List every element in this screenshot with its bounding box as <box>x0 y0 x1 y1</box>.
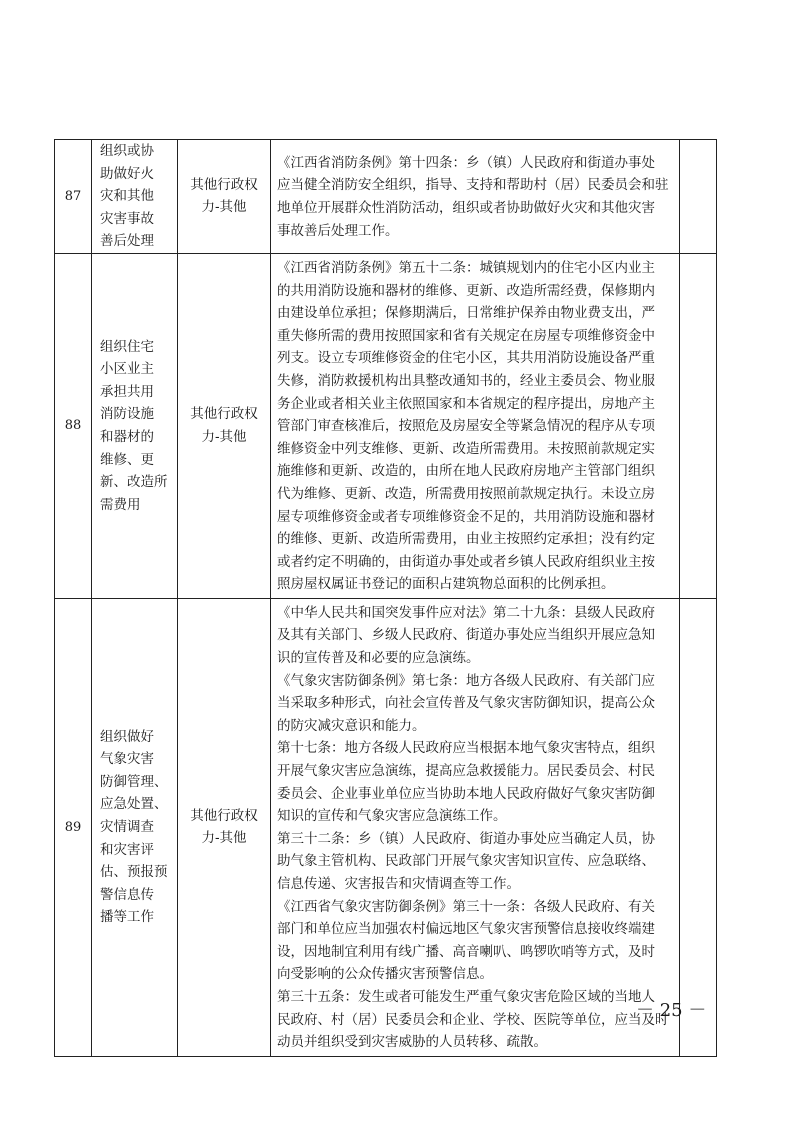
item-name-line: 组织或协 <box>100 143 154 159</box>
legal-basis-line: 由建设单位承担；保修期满后，日常维护保养由物业费支出，严 <box>277 305 655 322</box>
item-name-line: 善后处理 <box>100 233 154 250</box>
power-type-line: 其他行政权 <box>190 176 258 193</box>
item-name-line: 灾害事故 <box>100 210 154 227</box>
item-name-line: 承担共用 <box>100 383 154 400</box>
legal-basis-line: 设，因地制宜利用有线广播、高音喇叭、鸣锣吹哨等方式，及时 <box>277 943 655 960</box>
legal-basis-line: 列支。设立专项维修资金的住宅小区，其共用消防设施设备严重 <box>277 350 655 367</box>
item-name-line: 和器材的 <box>100 428 154 445</box>
item-name-line: 需费用 <box>100 496 141 513</box>
legal-basis-line: 第三十二条：乡（镇）人民政府、街道办事处应当确定人员，协 <box>277 830 655 847</box>
item-name <box>92 253 178 598</box>
legal-basis-line: 《气象灾害防御条例》第七条：地方各级人民政府、有关部门应 <box>277 672 655 689</box>
legal-basis-line: 事故善后处理工作。 <box>277 222 399 239</box>
power-type-line: 力-其他 <box>201 199 247 216</box>
legal-basis-line: 或者约定不明确的，由街道办事处或者乡镇人民政府组织业主按 <box>277 553 655 570</box>
item-number: 88 <box>55 253 92 598</box>
legal-basis-line: 的共用消防设施和器材的维修、更新、改造所需经费，保修期内 <box>277 282 655 299</box>
item-name-line: 气象灾害 <box>100 751 154 768</box>
item-name-line: 警信息传 <box>100 886 154 903</box>
item-name <box>92 598 178 1056</box>
power-type-line: 力-其他 <box>201 428 247 445</box>
legal-basis-line: 向受影响的公众传播灾害预警信息。 <box>277 966 493 983</box>
legal-basis-line: 务企业或者相关业主依照国家和本省规定的程序提出，房地产主 <box>277 395 655 412</box>
item-name <box>92 140 178 254</box>
power-type <box>178 140 271 254</box>
item-name-line: 消防设施 <box>100 406 154 423</box>
legal-basis-line: 的维修、更新、改造所需费用，由业主按照约定承担；没有约定 <box>277 531 655 548</box>
legal-basis-line: 应当健全消防安全组织，指导、支持和帮助村（居）民委员会和驻 <box>277 177 669 194</box>
item-name-line: 和灾害评 <box>100 841 154 858</box>
power-type <box>178 253 271 598</box>
remark-cell <box>680 140 717 254</box>
legal-basis-line: 重失修所需的费用按照国家和省有关规定在房屋专项维修资金中 <box>277 327 655 344</box>
legal-basis-line: 识的宣传普及和必要的应急演练。 <box>277 650 480 667</box>
item-name-line: 应急处置、 <box>100 796 168 813</box>
item-name-line: 维修、更 <box>100 451 154 468</box>
legal-basis-line: 管部门审查核准后，按照危及房屋安全等紧急情况的程序从专项 <box>277 418 655 435</box>
item-number: 89 <box>55 598 92 1056</box>
remark-cell <box>680 253 717 598</box>
legal-basis-line: 《江西省消防条例》第五十二条：城镇规划内的住宅小区内业主 <box>277 259 655 276</box>
legal-basis-line: 《江西省气象灾害防御条例》第三十一条：各级人民政府、有关 <box>277 898 655 915</box>
legal-basis-line: 知识的宣传和气象灾害应急演练工作。 <box>277 808 507 825</box>
legal-basis-line: 第十七条：地方各级人民政府应当根据本地气象灾害特点，组织 <box>277 740 655 757</box>
page-number: － 25 － <box>636 1000 707 1021</box>
legal-basis-line: 屋专项维修资金或者专项维修资金不足的，共用消防设施和器材 <box>277 508 655 525</box>
power-type-line: 力-其他 <box>201 830 247 847</box>
legal-basis-line: 开展气象灾害应急演练，提高应急救援能力。居民委员会、村民 <box>277 763 655 780</box>
legal-basis-line: 动员并组织受到灾害威胁的人员转移、疏散。 <box>277 1034 547 1051</box>
legal-basis-line: 第三十五条：发生或者可能发生严重气象灾害危险区域的当地人 <box>277 988 655 1005</box>
table-row <box>55 598 717 1056</box>
item-name-line: 新、改造所 <box>100 474 168 491</box>
item-name-line: 组织做好 <box>100 728 154 745</box>
legal-basis-line: 地单位开展群众性消防活动，组织或者协助做好火灾和其他灾害 <box>277 199 655 216</box>
power-type <box>178 598 271 1056</box>
item-name-line: 组织住宅 <box>100 338 154 355</box>
table-row <box>55 140 717 254</box>
legal-basis-line: 助气象主管机构、民政部门开展气象灾害知识宣传、应急联络、 <box>277 853 655 870</box>
item-name-line: 灾和其他 <box>100 188 154 205</box>
legal-basis-line: 信息传递、灾害报告和灾情调查等工作。 <box>277 876 520 892</box>
item-name-line: 播等工作 <box>100 909 154 926</box>
legal-basis-line: 部门和单位应当加强农村偏远地区气象灾害预警信息接收终端建 <box>277 921 655 938</box>
table-row <box>55 253 717 598</box>
legal-basis-line: 失修，消防救援机构出具整改通知书的，经业主委员会、物业服 <box>277 372 655 389</box>
legal-basis-line: 代为维修、更新、改造，所需费用按照前款规定执行。未设立房 <box>277 485 655 502</box>
remark-cell <box>680 598 717 1056</box>
legal-basis-line: 的防灾减灾意识和能力。 <box>277 717 426 734</box>
item-name-line: 估、预报预 <box>100 864 168 881</box>
legal-basis <box>271 253 680 598</box>
legal-basis-line: 当采取多种形式，向社会宣传普及气象灾害防御知识，提高公众 <box>277 695 655 712</box>
power-type-line: 其他行政权 <box>190 807 258 824</box>
item-name-line: 助做好火 <box>100 165 154 182</box>
legal-basis-line: 及其有关部门、乡级人民政府、街道办事处应当组织开展应急知 <box>277 627 655 644</box>
legal-basis-line: 施维修和更新、改造的，由所在地人民政府房地产主管部门组织 <box>277 463 655 480</box>
legal-basis-line: 《江西省消防条例》第十四条：乡（镇）人民政府和街道办事处 <box>277 154 655 171</box>
item-name-line: 灾情调查 <box>100 819 154 836</box>
legal-basis-line: 民政府、村（居）民委员会和企业、学校、医院等单位，应当及时 <box>277 1011 669 1028</box>
legal-basis-line: 委员会、企业事业单位应当协助本地人民政府做好气象灾害防御 <box>277 785 655 802</box>
legal-basis <box>271 140 680 254</box>
legal-basis-line: 照房屋权属证书登记的面积占建筑物总面积的比例承担。 <box>277 576 615 593</box>
legal-basis-line: 维修资金中列支维修、更新、改造所需费用。未按照前款规定实 <box>277 440 655 457</box>
legal-basis-line: 《中华人民共和国突发事件应对法》第二十九条：县级人民政府 <box>277 604 655 621</box>
item-number: 87 <box>55 140 92 254</box>
item-name-line: 防御管理、 <box>100 773 168 790</box>
power-type-line: 其他行政权 <box>190 406 258 423</box>
legal-basis <box>271 598 680 1056</box>
item-name-line: 小区业主 <box>100 361 154 378</box>
power-list-table <box>54 139 717 1057</box>
